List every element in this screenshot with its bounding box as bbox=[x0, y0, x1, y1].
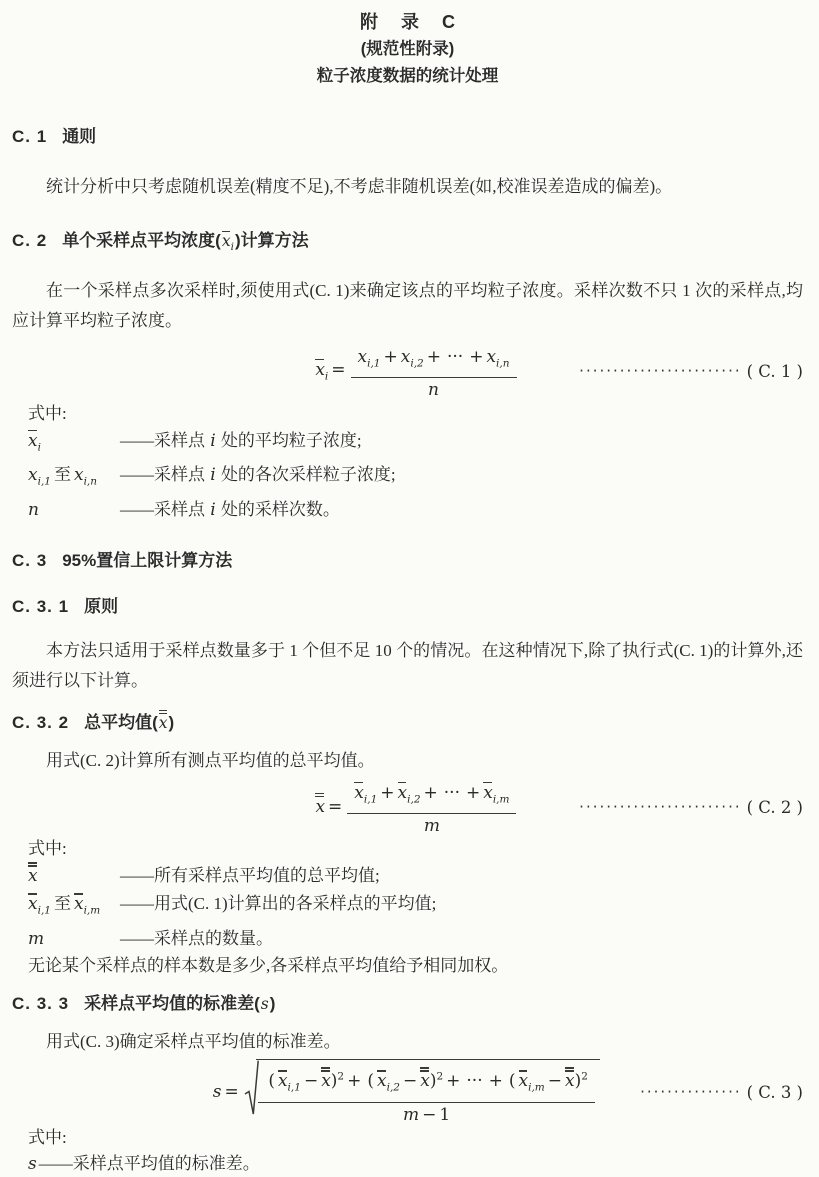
section-heading-c33 bbox=[12, 991, 803, 1017]
numerator: ( $x_{i,1} - x)^2$ + ( $x_{i,2} - x)^2$ + ··· + ( $x_{i,m} - x)^2$ bbox=[258, 1062, 595, 1103]
definition-dash: —— bbox=[120, 866, 154, 886]
section-title-c32 bbox=[84, 710, 174, 736]
paragraph-c33: 用式(C. 3)确定采样点平均值的标准差。 bbox=[46, 1031, 341, 1051]
definition-row bbox=[28, 925, 803, 953]
definition-row bbox=[28, 862, 803, 890]
equation-c2-lhs: x = bbox=[315, 796, 343, 817]
denominator: m − 1 bbox=[403, 1104, 451, 1125]
appendix-subtitle: (规范性附录) bbox=[360, 40, 455, 58]
symbol-definitions-1 bbox=[12, 427, 803, 524]
definition-row bbox=[28, 427, 803, 461]
denominator: m bbox=[423, 816, 440, 837]
definition-dash: —— bbox=[120, 430, 154, 450]
denominator: n bbox=[428, 380, 439, 401]
grand-mean-symbol-inline: x bbox=[158, 713, 168, 732]
section-heading-c31 bbox=[12, 594, 803, 620]
square-root bbox=[244, 1059, 600, 1125]
fraction bbox=[258, 1062, 595, 1125]
definition-text-post: 处的各次采样粒子浓度; bbox=[216, 465, 396, 485]
definition-dash: —— bbox=[38, 1154, 73, 1174]
section-title-c33-pre: 采样点平均值的标准差( bbox=[84, 993, 260, 1013]
section-heading-c3 bbox=[12, 548, 803, 574]
definition-text: 采样点的数量。 bbox=[154, 928, 273, 948]
definition-text: 所有采样点平均值的总平均值; bbox=[154, 866, 380, 886]
fraction bbox=[351, 342, 517, 401]
section-number-c1: C. 1 bbox=[12, 127, 48, 146]
definition-text-pre: 采样点 bbox=[154, 465, 210, 485]
equation-label-c1: ( C. 1 ) bbox=[746, 361, 803, 381]
section-number-c33: C. 3. 3 bbox=[12, 993, 70, 1013]
paragraph-c1: 统计分析中只考虑随机误差(精度不足),不考虑非随机误差(如,校准误差造成的偏差)。 bbox=[46, 177, 673, 196]
equation-c3-lhs: s = bbox=[212, 1081, 239, 1102]
where-intro-1: 式中: bbox=[28, 403, 67, 423]
radicand bbox=[256, 1059, 600, 1125]
symbol-m: m bbox=[28, 928, 45, 949]
definition-dash: —— bbox=[120, 465, 154, 485]
equation-c2-math bbox=[315, 778, 518, 837]
symbol-xi1-to-xin: $x_{i,1}$ 至 $x_{i,n}$ bbox=[28, 465, 98, 488]
mean-symbol-inline: $x_i$ bbox=[221, 232, 234, 254]
section-title-c33 bbox=[84, 991, 275, 1017]
definition-dash: —— bbox=[120, 499, 154, 519]
symbol-definitions-2 bbox=[12, 862, 803, 952]
equation-c1 bbox=[12, 342, 803, 401]
definition-text bbox=[154, 461, 396, 489]
where-intro-2: 式中: bbox=[28, 839, 67, 859]
numerator: $x_{i,1} + x_{i,2}$ + ··· + $x_{i,m}$ bbox=[347, 778, 516, 814]
equation-c1-lhs: $x_i$ = bbox=[315, 360, 346, 383]
equation-label-c2: ( C. 2 ) bbox=[746, 797, 803, 817]
numerator: $x_{i,1} + x_{i,2}$ + ··· + $x_{i,n}$ bbox=[351, 342, 517, 378]
section-heading-c32 bbox=[12, 710, 803, 736]
stddev-symbol-inline: s bbox=[260, 994, 269, 1013]
where-intro-3: 式中: bbox=[28, 1128, 67, 1148]
definition-row bbox=[28, 890, 803, 924]
fraction bbox=[347, 778, 516, 837]
var-i: i bbox=[210, 430, 216, 451]
leader-dots-c1: ························ bbox=[579, 362, 742, 381]
symbol-x-doublebar: x bbox=[28, 866, 38, 887]
equation-c2 bbox=[12, 778, 803, 837]
appendix-topic: 粒子浓度数据的统计处理 bbox=[316, 67, 499, 85]
definition-text bbox=[154, 496, 340, 524]
section-title-c2-pre: 单个采样点平均浓度( bbox=[62, 231, 221, 250]
definition-text bbox=[154, 427, 362, 455]
leader-dots-c2: ························ bbox=[579, 798, 742, 817]
definition-row bbox=[28, 461, 803, 495]
definition-text: 采样点平均值的标准差。 bbox=[72, 1154, 260, 1174]
section-number-c31: C. 3. 1 bbox=[12, 596, 70, 616]
section-heading-c1 bbox=[12, 124, 803, 150]
section-title-c32-pre: 总平均值( bbox=[84, 712, 158, 732]
appendix-title: 附 录 C bbox=[359, 12, 464, 32]
definition-text: 用式(C. 1)计算出的各采样点的平均值; bbox=[154, 894, 437, 914]
definition-dash: —— bbox=[120, 928, 154, 948]
section-number-c3: C. 3 bbox=[12, 550, 48, 570]
equation-label-c3: ( C. 3 ) bbox=[746, 1082, 803, 1102]
s-definition-row bbox=[28, 1151, 803, 1177]
definition-text-pre: 采样点 bbox=[154, 430, 210, 450]
appendix-title-block bbox=[12, 8, 803, 90]
definition-text-pre: 采样点 bbox=[154, 499, 210, 519]
section-title-c31: 原则 bbox=[84, 596, 119, 616]
section-title-c33-post: ) bbox=[269, 993, 276, 1013]
definition-text-post: 处的采样次数。 bbox=[216, 499, 340, 519]
symbol-n: n bbox=[28, 499, 39, 520]
paragraph-c31: 本方法只适用于采样点数量多于 1 个但不足 10 个的情况。在这种情况下,除了执行式(C. 1)的计算外,还须进行以下计算。 bbox=[12, 640, 803, 690]
section-number-c2: C. 2 bbox=[12, 231, 48, 250]
paragraph-c2: 在一个采样点多次采样时,须使用式(C. 1)来确定该点的平均粒子浓度。采样次数不只 1 次的采样点,均应计算平均粒子浓度。 bbox=[12, 281, 803, 331]
equation-c1-math bbox=[315, 342, 518, 401]
section-title-c2-post: )计算方法 bbox=[234, 231, 309, 250]
leader-dots-c3: ··············· bbox=[640, 1083, 742, 1102]
definition-text-post: 处的平均粒子浓度; bbox=[216, 430, 362, 450]
symbol-xbar-i1-to-im: $x_{i,1}$ 至 $x_{i,m}$ bbox=[28, 894, 101, 917]
equation-c3 bbox=[12, 1059, 803, 1125]
equation-c3-math bbox=[213, 1059, 600, 1125]
paragraph-c32: 用式(C. 2)计算所有测点平均值的总平均值。 bbox=[46, 750, 375, 770]
section-title-c2 bbox=[62, 228, 308, 260]
weighting-note: 无论某个采样点的样本数是多少,各采样点平均值给予相同加权。 bbox=[28, 955, 509, 975]
section-title-c3: 95%置信上限计算方法 bbox=[62, 550, 233, 570]
var-i: i bbox=[210, 465, 216, 486]
section-heading-c2 bbox=[12, 228, 803, 260]
var-i: i bbox=[210, 499, 216, 520]
definition-dash: —— bbox=[120, 894, 154, 914]
symbol-s: s bbox=[28, 1154, 37, 1175]
section-number-c32: C. 3. 2 bbox=[12, 712, 70, 732]
definition-row bbox=[28, 496, 803, 524]
section-title-c32-post: ) bbox=[168, 712, 175, 732]
section-title-c1: 通则 bbox=[62, 127, 97, 146]
symbol-xbar-i: $x_i$ bbox=[28, 430, 41, 454]
